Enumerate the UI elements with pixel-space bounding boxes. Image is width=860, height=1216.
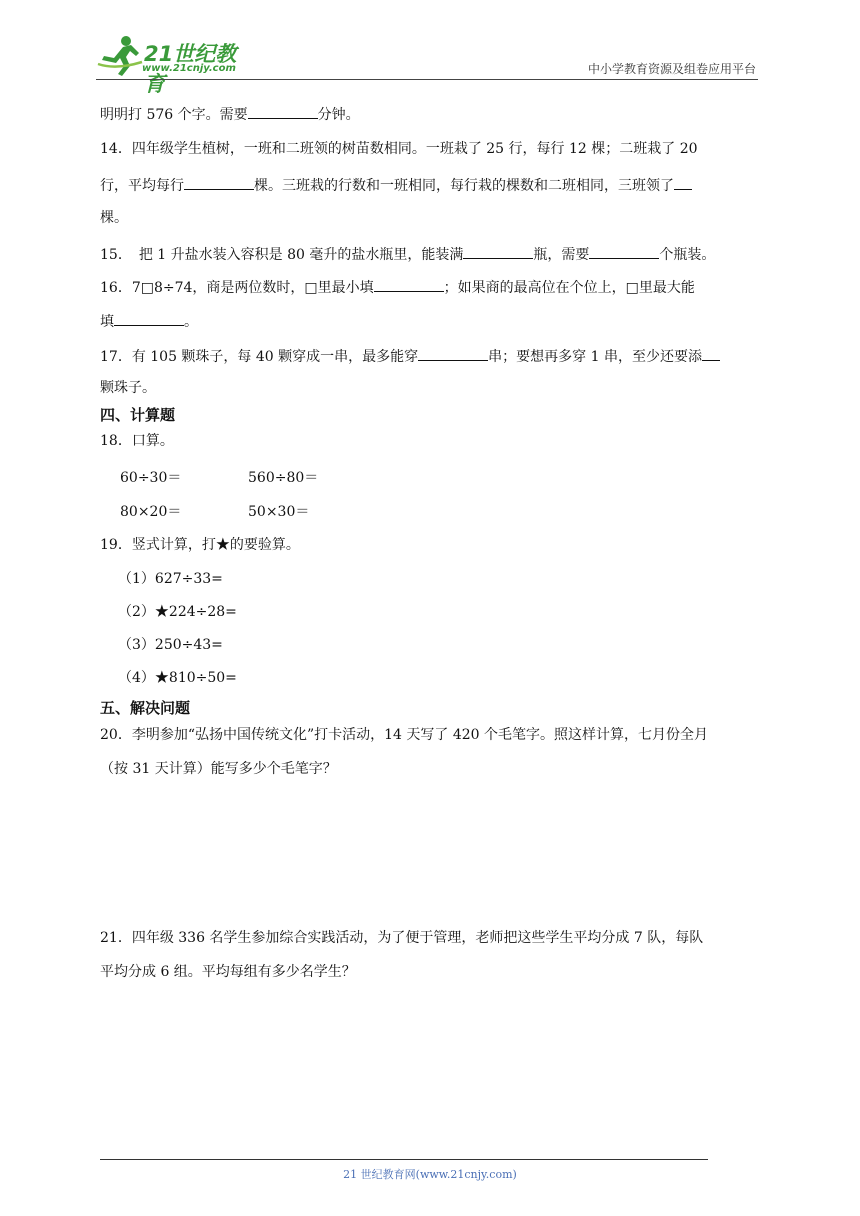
q13-text-b: 分钟。 — [317, 107, 360, 123]
q17-line2: 颗珠子。 — [100, 380, 156, 396]
answer-blank[interactable] — [674, 175, 692, 190]
footer-link[interactable]: 21 世纪教育网(www.21cnjy.com) — [343, 1168, 517, 1181]
vertical-calc-item: （3）250÷43= — [118, 637, 223, 653]
runner-logo-icon — [96, 34, 144, 78]
oral-calc-item: 60÷30＝ — [120, 470, 182, 486]
q19-title: 19．竖式计算，打★的要验算。 — [100, 537, 300, 553]
answer-blank[interactable] — [374, 277, 444, 292]
q16-text-a: 16．7□8÷74，商是两位数时，□里最小填 — [100, 280, 374, 296]
section-heading-problems: 五、解决问题 — [100, 699, 191, 717]
answer-blank[interactable] — [463, 244, 533, 259]
q15-text-c: 个瓶装。 — [659, 247, 716, 263]
q16-text-c: 填 — [100, 314, 114, 330]
oral-calc-item: 80×20＝ — [120, 504, 182, 520]
answer-blank[interactable] — [589, 244, 659, 259]
answer-blank[interactable] — [114, 311, 184, 326]
oral-calc-item: 560÷80＝ — [248, 470, 319, 486]
q16-line1 — [100, 277, 695, 297]
q14-line2 — [100, 175, 692, 195]
q14-text-a: 行，平均每行 — [100, 178, 184, 194]
q16-text-b: ；如果商的最高位在个位上，□里最大能 — [443, 280, 695, 296]
site-logo[interactable] — [96, 34, 256, 96]
answer-blank[interactable] — [418, 346, 488, 361]
vertical-calc-item: （2）★224÷28= — [118, 604, 237, 620]
answer-blank[interactable] — [702, 346, 720, 361]
answer-blank[interactable] — [248, 104, 318, 119]
q21-line1: 21．四年级 336 名学生参加综合实践活动，为了便于管理，老师把这些学生平均分成 7 队，每队 — [100, 930, 704, 946]
q15-text-a: 15． 把 1 升盐水装入容积是 80 毫升的盐水瓶里，能装满 — [100, 247, 464, 263]
q18-title: 18．口算。 — [100, 433, 174, 449]
q15-line — [100, 244, 715, 264]
q14-line3: 棵。 — [100, 210, 128, 226]
q20-line1: 20．李明参加“弘扬中国传统文化”打卡活动，14 天写了 420 个毛笔字。照这样计算，七月份全月 — [100, 727, 709, 743]
q17-line1 — [100, 346, 720, 366]
footer-divider — [100, 1159, 708, 1160]
q14-line1: 14．四年级学生植树，一班和二班领的树苗数相同。一班栽了 25 行，每行 12 棵；二班栽了 20 — [100, 141, 698, 157]
oral-calc-item: 50×30＝ — [248, 504, 310, 520]
q21-line2: 平均分成 6 组。平均每组有多少名学生？ — [100, 964, 356, 980]
vertical-calc-item: （1）627÷33= — [118, 571, 223, 587]
q14-text-b: 棵。三班栽的行数和一班相同，每行栽的棵数和二班相同，三班领了 — [254, 178, 674, 194]
answer-blank[interactable] — [184, 175, 254, 190]
q16-line2 — [100, 311, 198, 331]
header-divider — [96, 79, 758, 80]
logo-brand-text: 21世纪教育 — [144, 42, 237, 96]
vertical-calc-item: （4）★810÷50= — [118, 670, 237, 686]
q15-text-b: 瓶，需要 — [533, 247, 590, 263]
logo-url-text: www.21cnjy.com — [142, 63, 236, 74]
q16-text-d: 。 — [184, 314, 198, 330]
q17-text-b: 串；要想再多穿 1 串，至少还要添 — [488, 349, 702, 365]
q13-text-a: 明明打 576 个字。需要 — [100, 107, 248, 123]
q20-line2: （按 31 天计算）能写多少个毛笔字？ — [100, 761, 337, 777]
header-tagline: 中小学教育资源及组卷应用平台 — [587, 62, 756, 76]
q17-text-a: 17．有 105 颗珠子，每 40 颗穿成一串，最多能穿 — [100, 349, 419, 365]
q13-tail — [100, 104, 360, 124]
section-heading-calc: 四、计算题 — [100, 406, 176, 424]
